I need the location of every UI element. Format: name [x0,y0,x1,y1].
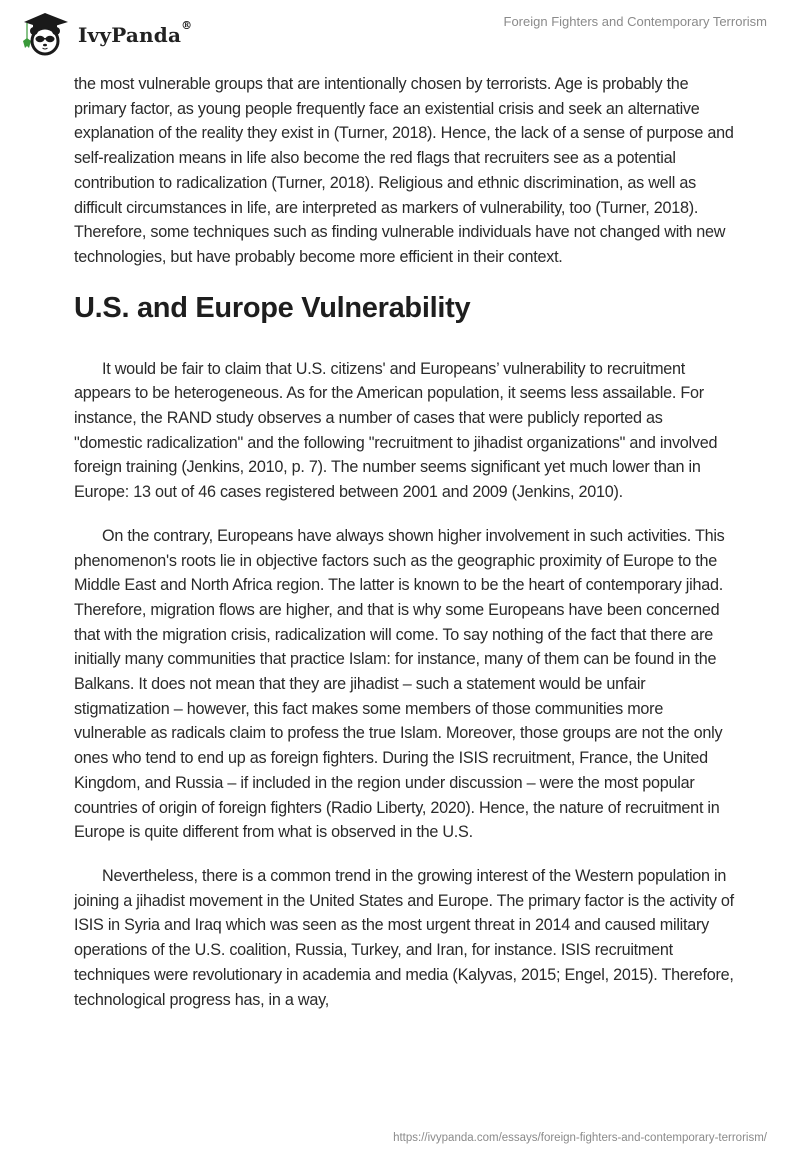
panda-graduate-icon [16,8,74,56]
paragraph: Nevertheless, there is a common trend in the growing interest of the Western population in joining a jihadist movement in the United States and Europe. The primary factor is the activity of ISIS in Syria and Iraq which was seen as the most urgent threat in 2014 and caused military operations of the U.S. coalition, Russia, Turkey, and Iran, for instance. ISIS recruitment techniques were revolutionary in academia and media (Kalyvas, 2015; Engel, 2015). Therefore, technological progress has, in a way, [74,866,734,1009]
source-url[interactable]: https://ivypanda.com/essays/foreign-fighters-and-contemporary-terrorism/ [393,1132,767,1144]
document-title: Foreign Fighters and Contemporary Terrorism [503,14,767,29]
paragraph-intro: the most vulnerable groups that are intentionally chosen by terrorists. Age is probably the primary factor, as young people frequently face an existential crisis and seek an alternative explanation of the reality they exist in (Turner, 2018). Hence, the lack of a sense of purpose and self-realization means in life also become the red flags that recruiters see as a potential contribution to radicalization (Turner, 2018). Religious and ethnic discrimination, as well as difficult circumstances in life, are interpreted as markers of vulnerability, too (Turner, 2018). Therefore, some techniques such as finding vulnerable individuals have not changed with new technologies, but have probably become more efficient in their context. [74,75,734,266]
ivypanda-logo[interactable] [16,8,192,56]
section-heading: U.S. and Europe Vulnerability [74,291,471,324]
essay-body [74,72,734,1031]
logo-text: IvyPanda® [78,19,193,47]
page-header [0,0,800,60]
paragraph: On the contrary, Europeans have always shown higher involvement in such activities. This phenomenon's roots lie in objective factors such as the geographic proximity of Europe to the Middle East and North Africa region. The latter is known to be the heart of contemporary jihad. Therefore, migration flows are higher, and that is why some Europeans have been concerned that with the migration crisis, radicalization will come. To say nothing of the fact that there are initially many communities that practice Islam: for instance, many of them can be found in the Balkans. It does not mean that they are jihadist – such a statement would be unfair stigmatization – however, this fact makes some members of those communities more vulnerable as radicals claim to profess the true Islam. Moreover, those groups are not the only ones who tend to end up as foreign fighters. During the ISIS recruitment, France, the United Kingdom, and Russia – if included in the region under discussion – were the most popular countries of origin of foreign fighters (Radio Liberty, 2020). Hence, the nature of recruitment in Europe is quite different from what is observed in the U.S. [74,526,725,842]
paragraph: It would be fair to claim that U.S. citizens' and Europeans’ vulnerability to recruitment appears to be heterogeneous. As for the American population, it seems less assailable. For instance, the RAND study observes a number of cases that were publicly reported as "domestic radicalization" and the following "recruitment to jihadist organizations" and involved foreign training (Jenkins, 2010, p. 7). The number seems significant yet much lower than in Europe: 13 out of 46 cases registered between 2001 and 2009 (Jenkins, 2010). [74,359,718,502]
